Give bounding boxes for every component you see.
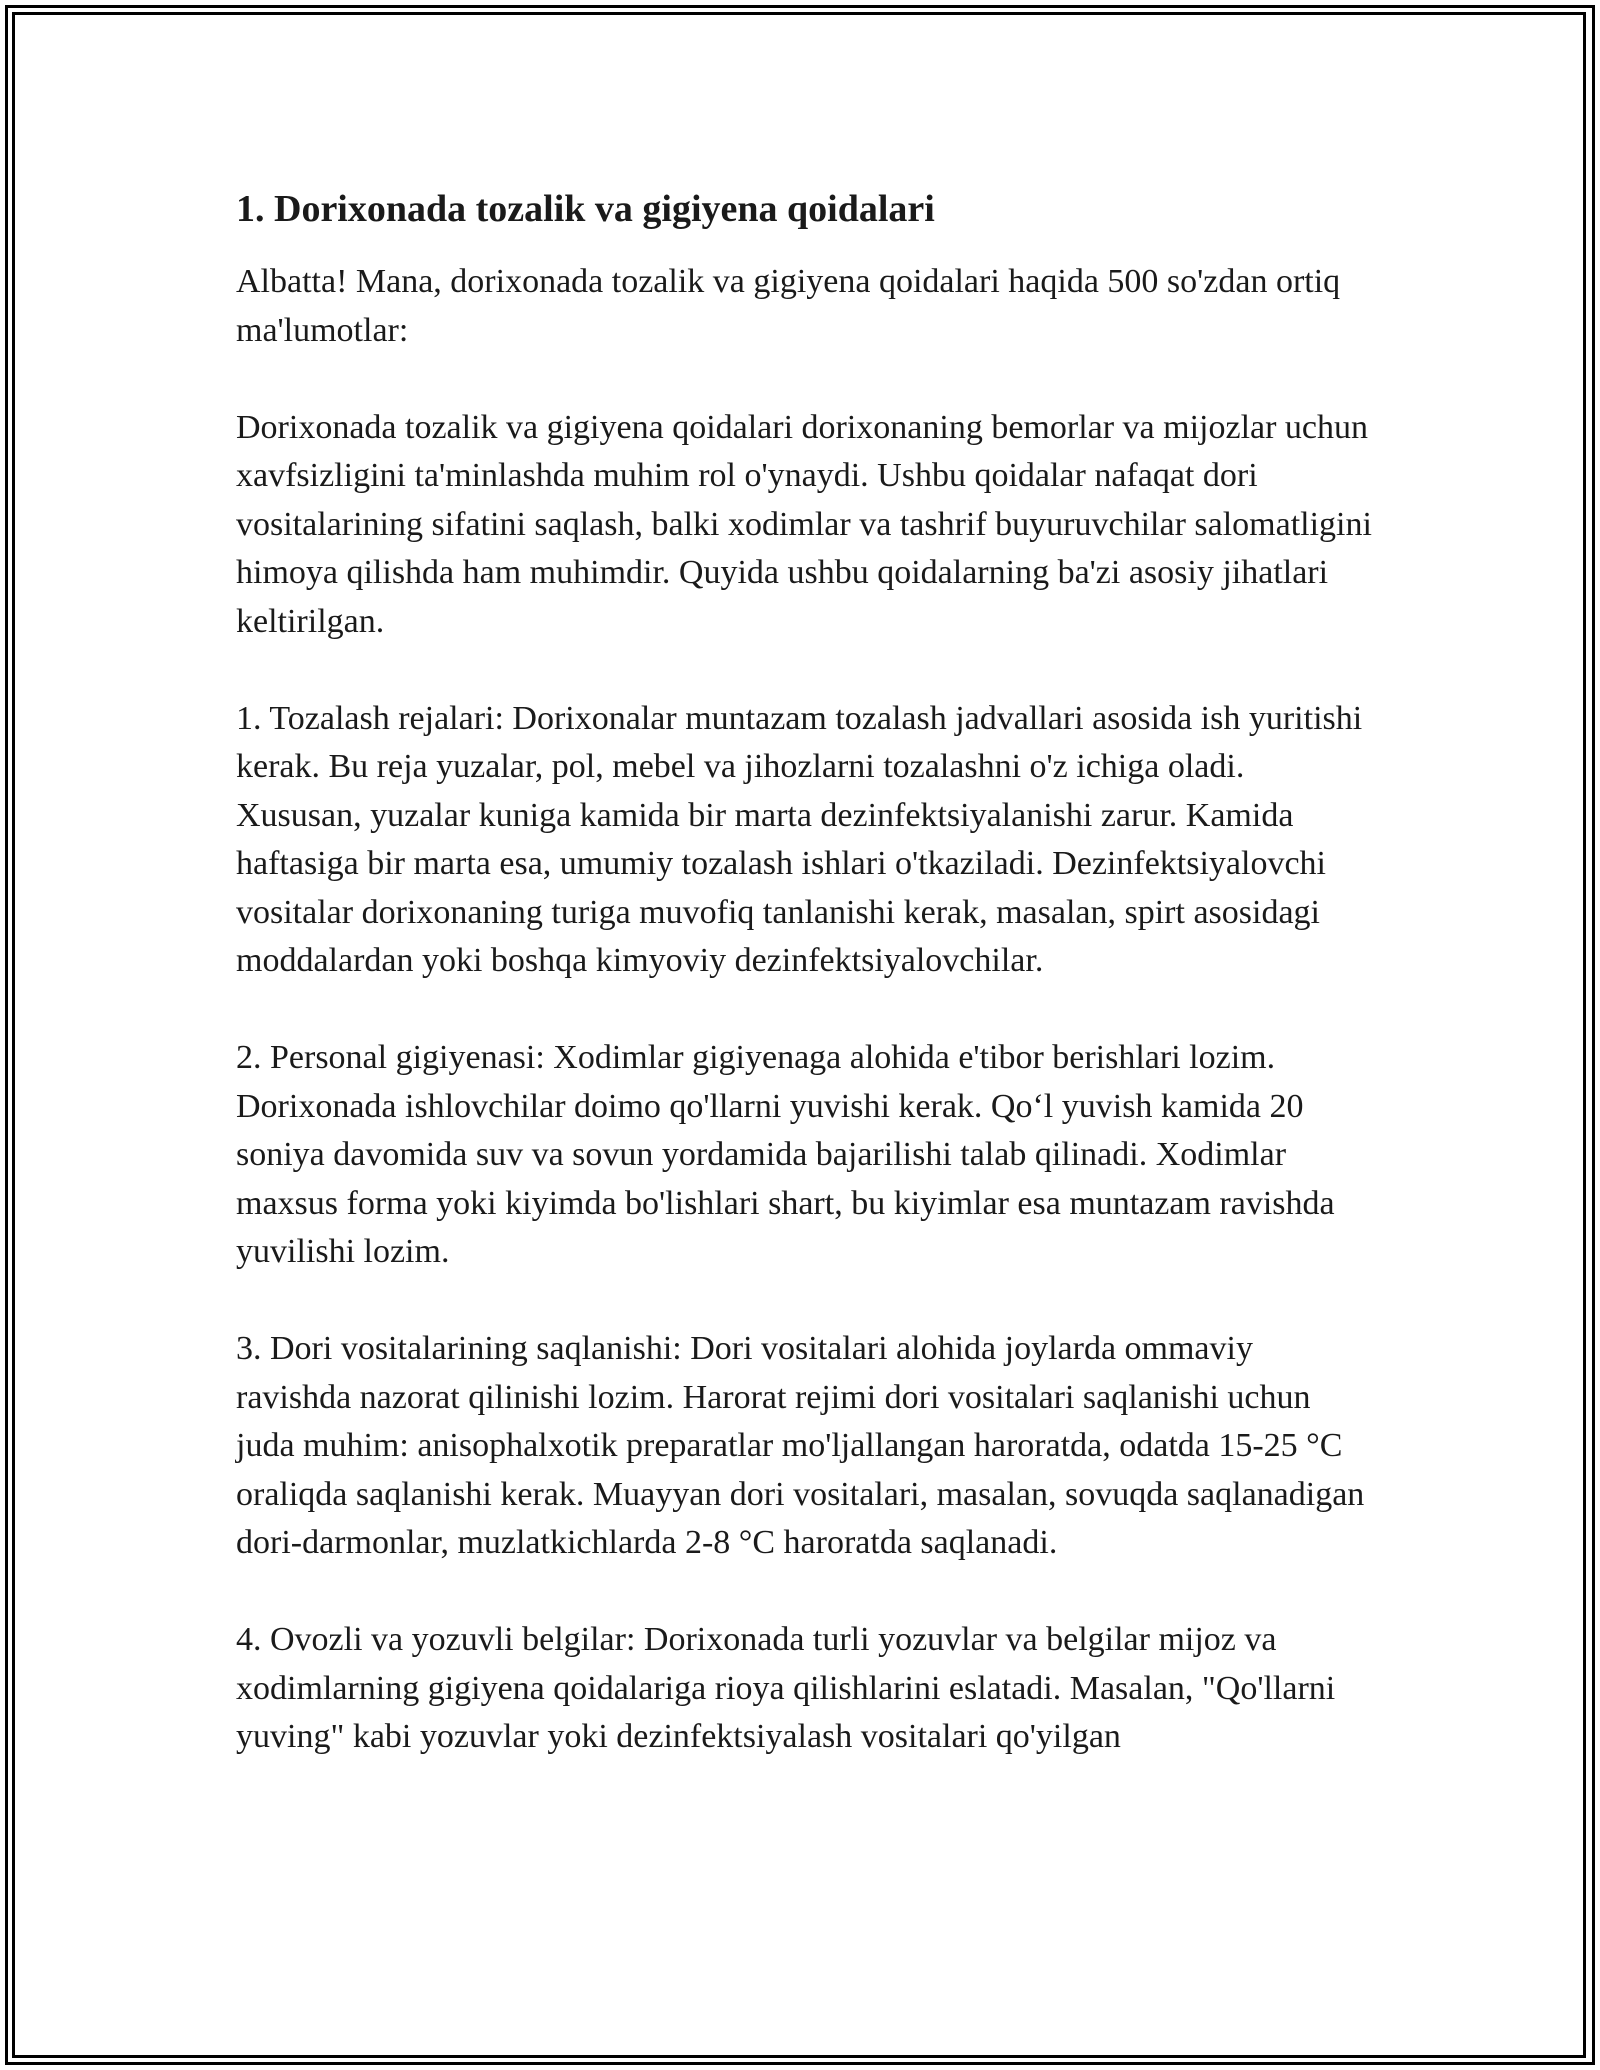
document-body (236, 186, 1376, 1810)
paragraph-cleaning-plans: 1. Tozalash rejalari: Dorixonalar muntazam tozalash jadvallari asosida ish yuritishi kerak. Bu reja yuzalar, pol, mebel va jihozlarni tozalashni o'z ichiga oladi. Xususan, yuzalar kuniga kamida bir marta dezinfektsiyalanishi zarur. Kamida haftasiga bir marta esa, umumiy tozalash ishlari o'tkaziladi. Dezinfektsiyalovchi vositalar dorixonaning turiga muvofiq tanlanishi kerak, masalan, spirt asosidagi moddalardan yoki boshqa kimyoviy dezinfektsiyalovchilar. (236, 699, 1363, 979)
paragraph-medicine-storage: 3. Dori vositalarining saqlanishi: Dori vositalari alohida joylarda ommaviy ravishda nazorat qilinishi lozim. Harorat rejimi dori vositalari saqlanishi uchun juda muhim: anisophalxotik preparatlar mo'ljallangan haroratda, odatda 15-25 °C oraliqda saqlanishi kerak. Muayyan dori vositalari, masalan, sovuqda saqlanadigan dori-darmonlar, muzlatkichlarda 2-8 °C haroratda saqlanadi. (236, 1330, 1365, 1561)
paragraph-intro: Albatta! Mana, dorixonada tozalik va gigiyena qoidalari haqida 500 so'zdan ortiq ma'lumotlar: (236, 263, 1341, 349)
paragraph-signs: 4. Ovozli va yozuvli belgilar: Dorixonada turli yozuvlar va belgilar mijoz va xodimlarning gigiyena qoidalariga rioya qilishlarini eslatadi. Masalan, "Qo'llarni yuving" kabi yozuvlar yoki dezinfektsiyalash vositalari qo'yilgan (236, 1621, 1336, 1755)
paragraph-overview: Dorixonada tozalik va gigiyena qoidalari dorixonaning bemorlar va mijozlar uchun xavfsizligini ta'minlashda muhim rol o'ynaydi. Ushbu qoidalar nafaqat dori vositalarining sifatini saqlash, balki xodimlar va tashrif buyuruvchilar salomatligini himoya qilishda ham muhimdir. Quyida ushbu qoidalarning ba'zi asosiy jihatlari keltirilgan. (236, 408, 1372, 640)
document-title: 1. Dorixonada tozalik va gigiyena qoidalari (236, 188, 935, 230)
paragraph-personal-hygiene: 2. Personal gigiyenasi: Xodimlar gigiyenaga alohida e'tibor berishlari lozim. Dorixonada ishlovchilar doimo qo'llarni yuvishi kerak. Qo‘l yuvish kamida 20 soniya davomida suv va sovun yordamida bajarilishi talab qilinadi. Xodimlar maxsus forma yoki kiyimda bo'lishlari shart, bu kiyimlar esa muntazam ravishda yuvilishi lozim. (236, 1039, 1335, 1270)
